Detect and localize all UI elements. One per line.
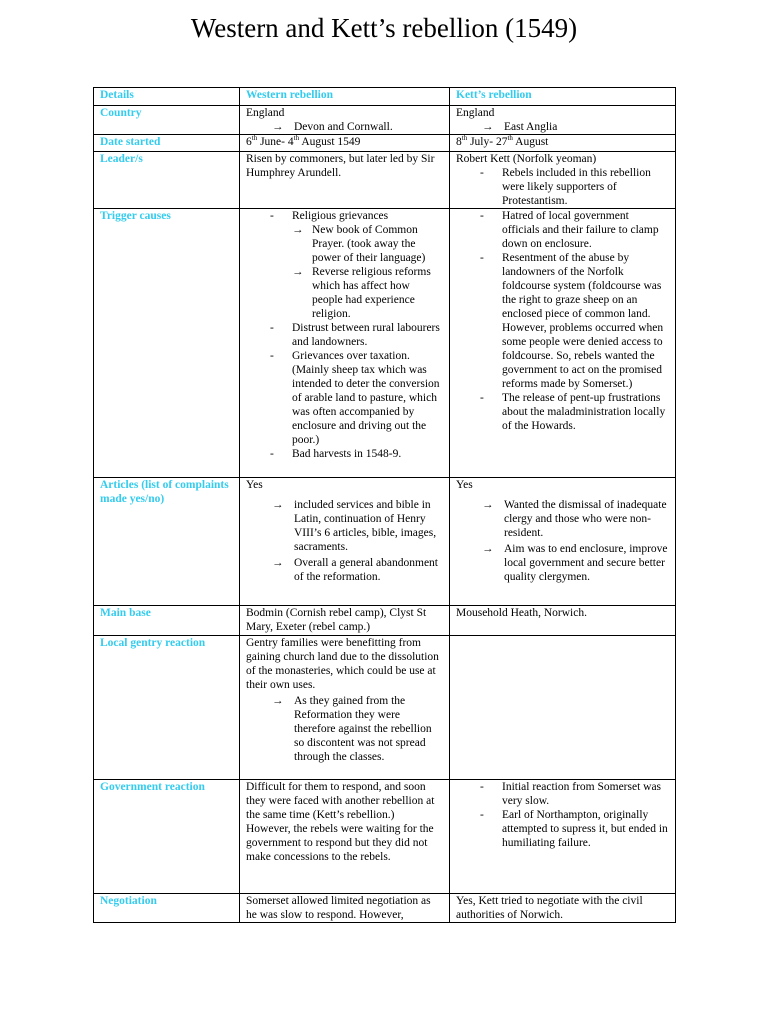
cell-kett-main-base: Mousehold Heath, Norwich.: [450, 606, 676, 636]
cell-western-main-base: Bodmin (Cornish rebel camp), Clyst St Mary, Exeter (rebel camp.): [240, 606, 450, 636]
western-trigger-subitem: [246, 223, 443, 265]
western-articles-item: [246, 556, 443, 584]
western-country-arrow-item: [246, 120, 443, 134]
row-label-main-base: Main base: [94, 606, 240, 636]
arrow-icon: →: [272, 695, 284, 707]
cell-kett-date: [450, 135, 676, 152]
comparison-table: [93, 87, 676, 923]
cell-kett-gentry: [450, 636, 676, 780]
arrow-icon: →: [272, 557, 284, 569]
cell-kett-government: [450, 780, 676, 894]
dash-bullet: -: [480, 392, 484, 404]
date-suffix: th: [461, 134, 468, 143]
row-articles: [94, 478, 676, 606]
date-part: 6: [246, 136, 252, 148]
cell-kett-trigger: [450, 209, 676, 478]
row-label-trigger-causes: Trigger causes: [94, 209, 240, 478]
arrow-icon: →: [272, 499, 284, 511]
western-gentry-item: [246, 694, 443, 764]
cell-western-gentry: [240, 636, 450, 780]
dash-bullet: -: [480, 210, 484, 222]
date-suffix: th: [251, 134, 258, 143]
western-trigger-subtext: Reverse religious reforms which has affect how people had experience religion.: [312, 266, 431, 320]
kett-government-item: [456, 808, 669, 850]
western-country-top: England: [246, 107, 285, 119]
dash-bullet: -: [270, 210, 274, 222]
dash-bullet: -: [480, 781, 484, 793]
kett-articles-item: [456, 498, 669, 540]
kett-government-text: Earl of Northampton, originally attempted to supress it, but ended in humiliating failure.: [502, 809, 668, 849]
dash-bullet: -: [270, 322, 274, 334]
western-trigger-item: [246, 447, 443, 461]
date-suffix: th: [293, 134, 300, 143]
kett-country-top: England: [456, 107, 495, 119]
row-government-reaction: [94, 780, 676, 894]
row-label-country: Country: [94, 106, 240, 135]
western-trigger-text: Distrust between rural labourers and landowners.: [292, 322, 440, 348]
cell-western-articles: [240, 478, 450, 606]
row-country: [94, 106, 676, 135]
header-row: [94, 88, 676, 106]
kett-trigger-text: The release of pent-up frustrations about the maladministration locally of the Howards.: [502, 392, 666, 432]
arrow-icon: →: [482, 499, 494, 511]
arrow-icon: →: [482, 121, 494, 133]
cell-kett-negotiation: Yes, Kett tried to negotiate with the civil authorities of Norwich.: [450, 894, 676, 923]
western-gentry-text: As they gained from the Reformation they were therefore against the rebellion so discontent was not spread through the classes.: [294, 695, 432, 763]
row-label-date-started: Date started: [94, 135, 240, 152]
dash-bullet: -: [480, 252, 484, 264]
cell-kett-articles: [450, 478, 676, 606]
cell-western-trigger: [240, 209, 450, 478]
kett-government-text: Initial reaction from Somerset was very slow.: [502, 781, 662, 807]
row-label-articles: Articles (list of complaints made yes/no): [94, 478, 240, 606]
dash-bullet: -: [270, 350, 274, 362]
kett-government-item: [456, 780, 669, 808]
row-leaders: [94, 152, 676, 209]
western-trigger-subtext: New book of Common Prayer. (took away the power of their language): [312, 224, 426, 264]
western-trigger-item: [246, 209, 443, 223]
dash-bullet: -: [270, 448, 274, 460]
western-trigger-subitem: [246, 265, 443, 321]
arrow-icon: →: [292, 224, 304, 236]
kett-articles-top: Yes: [456, 479, 473, 491]
western-articles-text: included services and bible in Latin, continuation of Henry VIII’s 6 articles, bible, images, sacraments.: [294, 499, 437, 553]
date-part: August 1549: [299, 136, 361, 148]
kett-trigger-item: [456, 251, 669, 391]
cell-western-government: [240, 780, 450, 894]
dash-bullet: -: [480, 809, 484, 821]
row-date-started: [94, 135, 676, 152]
western-trigger-text: Grievances over taxation. (Mainly sheep tax which was intended to deter the conversion of arable land to pasture, which was often accompanied by enclosure and driving out the poor.): [292, 350, 440, 446]
kett-articles-text: Wanted the dismissal of inadequate clergy and those who were non-resident.: [504, 499, 667, 539]
western-articles-item: [246, 498, 443, 554]
western-trigger-item: [246, 349, 443, 447]
kett-leader-dash-text: Rebels included in this rebellion were likely supporters of Protestantism.: [502, 167, 651, 207]
kett-trigger-text: Resentment of the abuse by landowners of the Norfolk foldcourse system (foldcourse was the right to graze sheep on an enclosed piece of common land. However, problems occurred when some people were denied access to foldcourse. So, rebels wanted the government to act on the promised reforms made by Somerset.): [502, 252, 664, 390]
arrow-icon: →: [292, 266, 304, 278]
row-negotiation: [94, 894, 676, 923]
cell-western-leaders: Risen by commoners, but later led by Sir Humphrey Arundell.: [240, 152, 450, 209]
row-label-leaders: Leader/s: [94, 152, 240, 209]
western-country-arrow-text: Devon and Cornwall.: [294, 121, 393, 133]
kett-country-arrow-text: East Anglia: [504, 121, 558, 133]
header-kett: Kett’s rebellion: [450, 88, 676, 106]
western-articles-text: Overall a general abandonment of the reformation.: [294, 557, 439, 583]
date-part: June- 4: [257, 136, 294, 148]
kett-trigger-item: [456, 209, 669, 251]
western-government-text: Difficult for them to respond, and soon they were faced with another rebellion at the same time (Kett’s rebellion.): [246, 781, 435, 821]
kett-country-arrow-item: [456, 120, 669, 134]
cell-kett-country: [450, 106, 676, 135]
dash-bullet: -: [480, 167, 484, 179]
western-trigger-text: Religious grievances: [292, 210, 389, 222]
row-label-gentry-reaction: Local gentry reaction: [94, 636, 240, 780]
kett-trigger-item: [456, 391, 669, 433]
western-government-text: However, the rebels were waiting for the government to respond but they did not make concessions to the rebels.: [246, 823, 434, 863]
date-part: August: [512, 136, 549, 148]
kett-articles-item: [456, 542, 669, 584]
kett-trigger-text: Hatred of local government officials and their failure to clamp down on enclosure.: [502, 210, 659, 250]
arrow-icon: →: [482, 543, 494, 555]
kett-leader-dash-item: [456, 166, 669, 208]
kett-leader-top: Robert Kett (Norfolk yeoman): [456, 153, 597, 165]
date-part: July- 27: [467, 136, 508, 148]
date-suffix: th: [507, 134, 513, 143]
cell-kett-leaders: [450, 152, 676, 209]
row-label-government-reaction: Government reaction: [94, 780, 240, 894]
row-gentry-reaction: [94, 636, 676, 780]
header-details: Details: [94, 88, 240, 106]
arrow-icon: →: [272, 121, 284, 133]
date-part: 8: [456, 136, 462, 148]
cell-western-negotiation: Somerset allowed limited negotiation as he was slow to respond. However,: [240, 894, 450, 923]
cell-western-date: [240, 135, 450, 152]
row-label-negotiation: Negotiation: [94, 894, 240, 923]
row-trigger-causes: [94, 209, 676, 478]
western-trigger-item: [246, 321, 443, 349]
cell-western-country: [240, 106, 450, 135]
western-trigger-text: Bad harvests in 1548-9.: [292, 448, 402, 460]
kett-articles-text: Aim was to end enclosure, improve local government and secure better quality clergymen.: [504, 543, 668, 583]
header-western: Western rebellion: [240, 88, 450, 106]
western-articles-top: Yes: [246, 479, 263, 491]
row-main-base: [94, 606, 676, 636]
page-title: Western and Kett’s rebellion (1549): [190, 13, 578, 43]
western-gentry-top: Gentry families were benefitting from gaining church land due to the dissolution of the monasteries, which could be use at their own uses.: [246, 637, 439, 691]
